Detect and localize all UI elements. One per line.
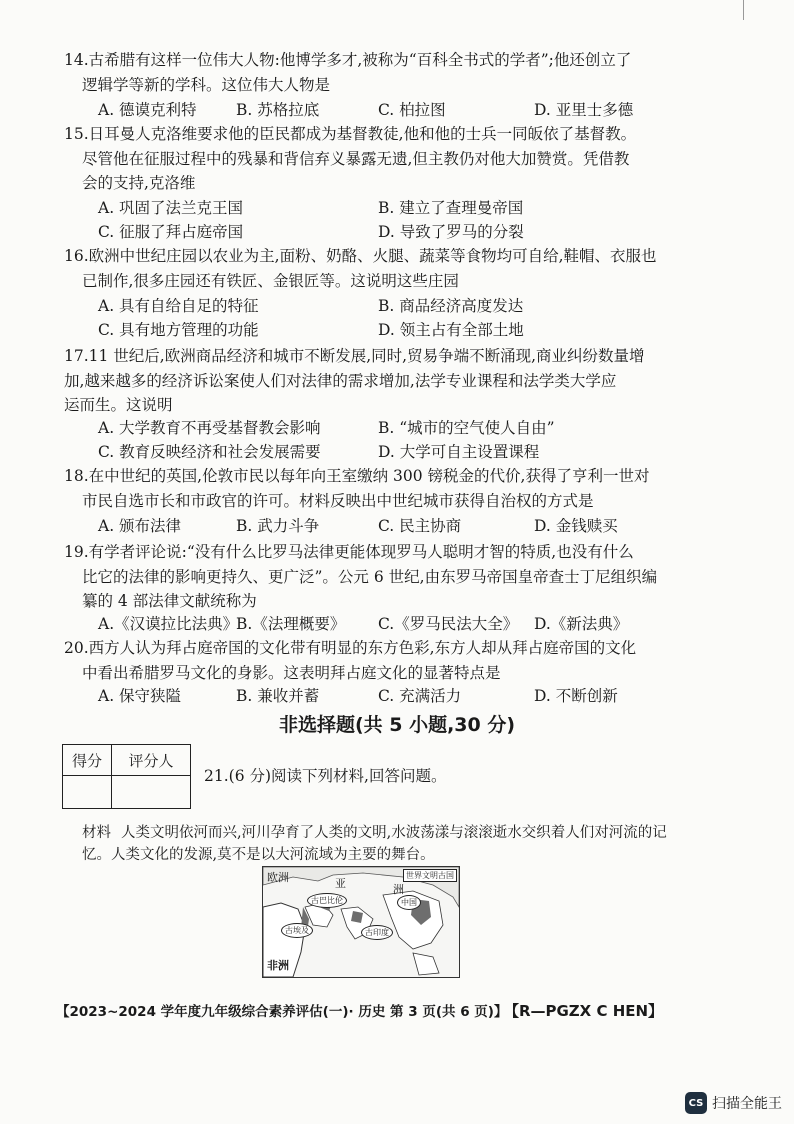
option-b[interactable]: B. 商品经济高度发达 — [378, 297, 524, 315]
question-stem-line: 市民自选市长和市政官的许可。材料反映出中世纪城市获得自治权的方式是 — [82, 492, 594, 510]
question-16 — [64, 244, 657, 268]
question-stem-line: 运而生。这说明 — [64, 396, 173, 414]
question-number: 15. — [64, 125, 89, 143]
camscanner-watermark — [685, 1092, 782, 1114]
watermark-text: 扫描全能王 — [712, 1096, 782, 1112]
map-civ-china: 中国 — [397, 895, 421, 910]
question-number: 14. — [64, 51, 89, 69]
option-c[interactable]: C. 民主协商 — [378, 517, 462, 535]
map-label-asia-1: 亚 — [335, 877, 346, 890]
option-b[interactable]: B. 兼收并蓄 — [236, 687, 320, 705]
option-a[interactable]: A. 颁布法律 — [98, 517, 182, 535]
option-c[interactable]: C. 充满活力 — [378, 687, 462, 705]
question-stem-line: 在中世纪的英国,伦敦市民以每年向王室缴纳 300 镑税金的代价,获得了亨利一世对 — [88, 467, 650, 485]
option-d[interactable]: D. 大学可自主设置课程 — [378, 443, 540, 461]
material-block — [82, 822, 672, 866]
option-c[interactable]: C. 具有地方管理的功能 — [98, 321, 259, 339]
question-stem-line: 欧洲中世纪庄园以农业为主,面粉、奶酪、火腿、蔬菜等食物均可自给,鞋帽、衣服也 — [88, 247, 657, 265]
question-number: 16. — [64, 247, 89, 265]
question-14 — [64, 48, 631, 72]
footer-code: 【R—PGZX C HEN】 — [511, 1002, 664, 1020]
option-a[interactable]: A. 巩固了法兰克王国 — [98, 199, 244, 217]
question-stem-line: 会的支持,克洛维 — [82, 174, 196, 192]
question-stem-line: 已制作,很多庄园还有铁匠、金银匠等。这说明这些庄园 — [82, 272, 459, 290]
option-b[interactable]: B. 建立了查理曼帝国 — [378, 199, 524, 217]
option-c[interactable]: C.《罗马民法大全》 — [378, 615, 519, 633]
grader-label: 评分人 — [112, 745, 191, 776]
map-civ-egypt: 古埃及 — [281, 923, 313, 938]
question-stem-line: 逻辑学等新的学科。这位伟大人物是 — [82, 76, 331, 94]
option-a[interactable]: A.《汉谟拉比法典》 — [98, 615, 239, 633]
question-19 — [64, 540, 634, 564]
option-c[interactable]: C. 柏拉图 — [378, 101, 446, 119]
page-footer — [56, 1000, 663, 1021]
score-cell[interactable] — [63, 776, 112, 809]
material-text: 人类文明依河而兴,河川孕育了人类的文明,水波荡漾与滚滚逝水交织着人们对河流的记忆。人类文化的发源,莫不是以大河流域为主要的舞台。 — [82, 825, 667, 863]
question-number: 18. — [64, 467, 89, 485]
question-stem-line: 比它的法律的影响更持久、更广泛”。公元 6 世纪,由东罗马帝国皇帝查士丁尼组织编 — [82, 568, 658, 586]
question-stem-line: 11 世纪后,欧洲商品经济和城市不断发展,同时,贸易争端不断涌现,商业纠纷数量增 — [88, 347, 645, 365]
question-15 — [64, 122, 636, 146]
question-stem-line: 中看出希腊罗马文化的身影。这表明拜占庭文化的显著特点是 — [82, 664, 501, 682]
scan-edge-line — [743, 0, 744, 20]
question-stem-line: 西方人认为拜占庭帝国的文化带有明显的东方色彩,东方人却从拜占庭帝国的文化 — [88, 639, 637, 657]
option-c[interactable]: C. 教育反映经济和社会发展需要 — [98, 443, 321, 461]
question-stem-line: 纂的 4 部法律文献统称为 — [82, 592, 257, 610]
question-number: 17. — [64, 347, 89, 365]
option-b[interactable]: B. 武力斗争 — [236, 517, 320, 535]
option-c[interactable]: C. 征服了拜占庭帝国 — [98, 223, 244, 241]
option-d[interactable]: D.《新法典》 — [534, 615, 629, 633]
question-number: 20. — [64, 639, 89, 657]
grader-cell[interactable] — [112, 776, 191, 809]
question-number: 19. — [64, 543, 89, 561]
camscanner-logo-icon: CS — [685, 1092, 707, 1114]
score-label: 得分 — [63, 745, 112, 776]
footer-text: 【2023~2024 学年度九年级综合素养评估(一)· 历史 第 3 页(共 6 页)】 — [56, 1004, 508, 1020]
score-table — [62, 744, 191, 809]
question-stem-line: 日耳曼人克洛维要求他的臣民都成为基督教徒,他和他的士兵一同皈依了基督教。 — [88, 125, 637, 143]
option-d[interactable]: D. 导致了罗马的分裂 — [378, 223, 524, 241]
map-label-europe: 欧洲 — [267, 871, 289, 884]
question-stem-line: 加,越来越多的经济诉讼案使人们对法律的需求增加,法学专业课程和法学类大学应 — [64, 372, 617, 390]
question-stem-line: 有学者评论说:“没有什么比罗马法律更能体现罗马人聪明才智的特质,也没有什么 — [88, 543, 634, 561]
option-b[interactable]: B. 苏格拉底 — [236, 101, 320, 119]
option-d[interactable]: D. 不断创新 — [534, 687, 618, 705]
map-title-box: 世界文明古国 — [403, 869, 457, 882]
option-d[interactable]: D. 金钱赎买 — [534, 517, 618, 535]
question-21-heading: 21.(6 分)阅读下列材料,回答问题。 — [204, 767, 447, 785]
question-20 — [64, 636, 636, 660]
option-a[interactable]: A. 具有自给自足的特征 — [98, 297, 259, 315]
question-stem-line: 尽管他在征服过程中的残暴和背信弃义暴露无遗,但主教仍对他大加赞赏。凭借教 — [82, 150, 630, 168]
option-b[interactable]: B.《法理概要》 — [236, 615, 346, 633]
option-a[interactable]: A. 保守狭隘 — [98, 687, 182, 705]
ancient-civilizations-map — [262, 866, 460, 978]
option-a[interactable]: A. 大学教育不再受基督教会影响 — [98, 419, 321, 437]
material-label: 材料 — [82, 825, 111, 841]
option-b[interactable]: B. “城市的空气使人自由” — [378, 419, 555, 437]
option-d[interactable]: D. 亚里士多德 — [534, 101, 634, 119]
option-d[interactable]: D. 领主占有全部土地 — [378, 321, 524, 339]
question-17 — [64, 344, 645, 368]
question-18 — [64, 464, 649, 488]
map-graphic — [263, 867, 459, 977]
map-label-asia-2: 洲 — [393, 883, 404, 896]
map-label-africa: 非洲 — [267, 959, 289, 972]
map-civ-india: 古印度 — [361, 925, 393, 940]
map-civ-babylon: 古巴比伦 — [307, 893, 347, 908]
section-title: 非选择题(共 5 小题,30 分) — [278, 714, 516, 736]
option-a[interactable]: A. 德谟克利特 — [98, 101, 197, 119]
question-stem-line: 古希腊有这样一位伟大人物:他博学多才,被称为“百科全书式的学者”;他还创立了 — [88, 51, 632, 69]
